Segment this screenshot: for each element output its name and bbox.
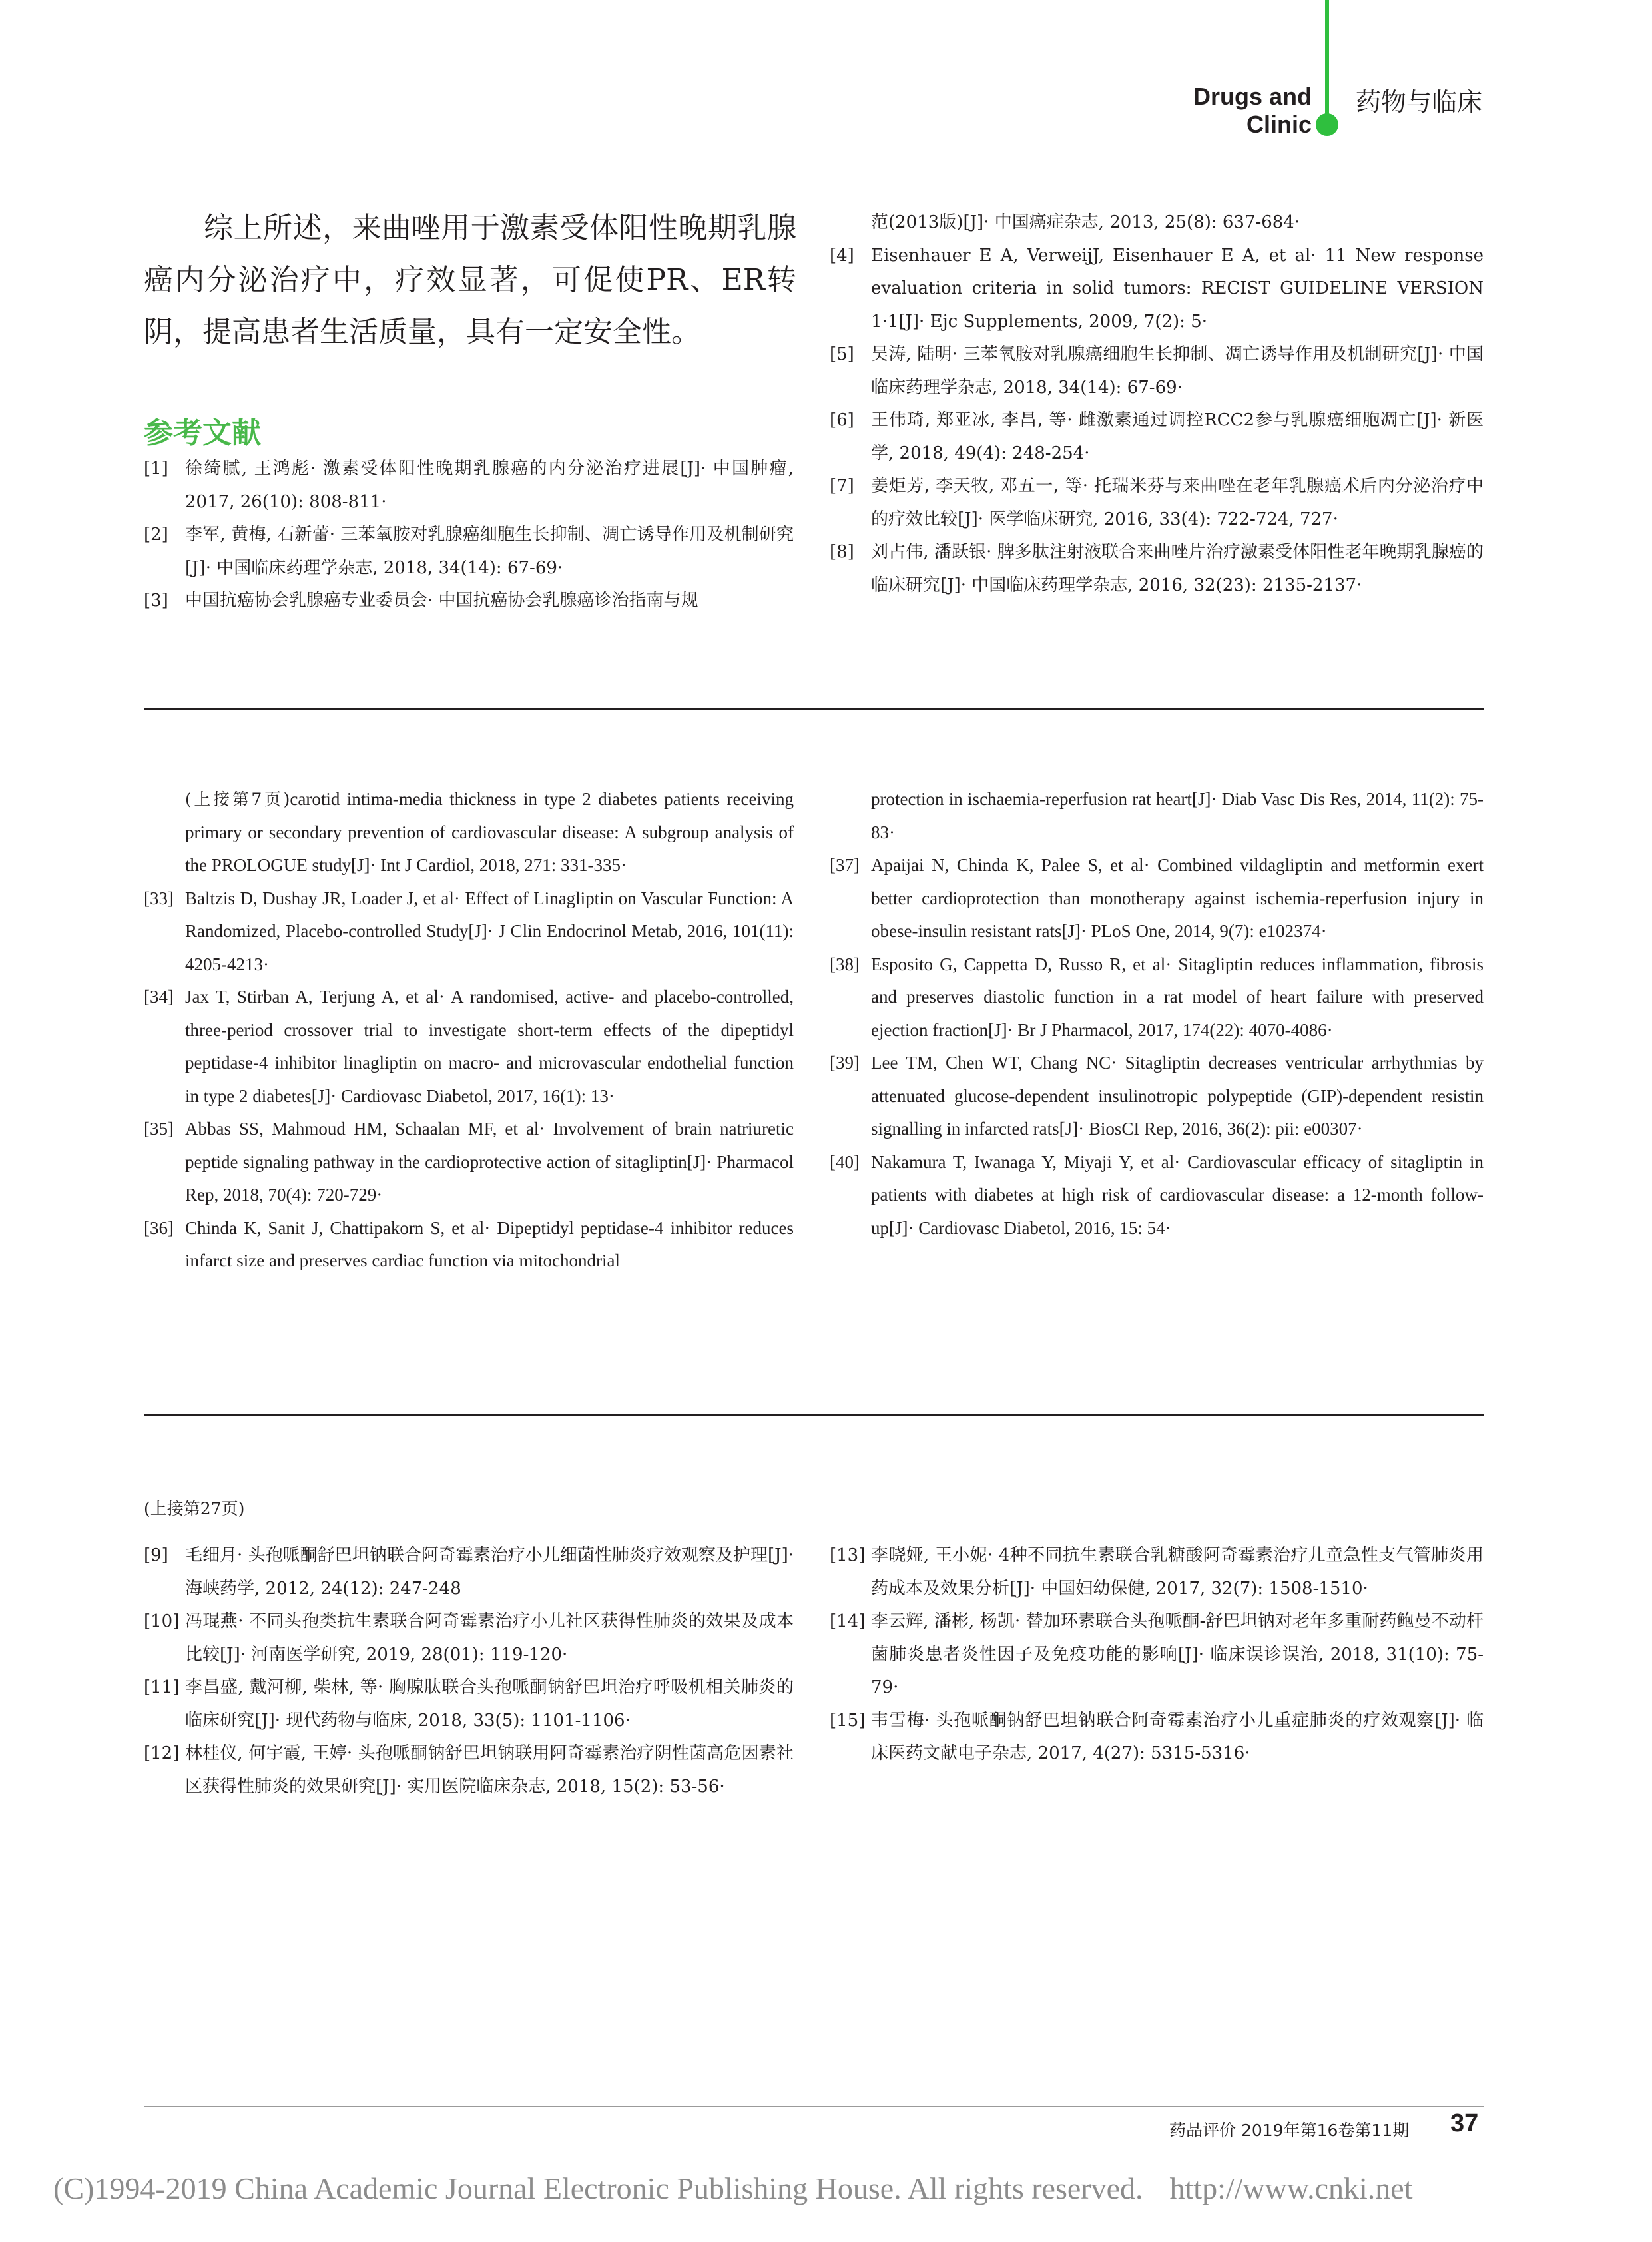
reference-number: [7] (830, 476, 854, 496)
section1-right-column (830, 206, 1484, 602)
copyright-watermark (53, 2171, 1598, 2206)
section3-right-column (830, 1540, 1484, 1771)
reference-text: 徐绮腻, 王鸿彪· 激素受体阳性晚期乳腺癌的内分泌治疗进展[J]· 中国肿瘤, 2017, 26(10): 808-811· (185, 459, 794, 512)
reference-number: [14] (830, 1611, 866, 1631)
header-accent-line (1325, 0, 1329, 121)
reference-item (830, 849, 1484, 948)
continuation-note: (上接第27页) (144, 1499, 245, 1518)
reference-text: Eisenhauer E A, VerweijJ, Eisenhauer E A, et al· 11 New response evaluation criteria in solid tumors: RECIST GUIDELINE VERSION 1·1[J]· Ejc Supplements, 2009, 7(2): 5· (871, 245, 1484, 332)
reference-number: [36] (144, 1217, 174, 1238)
section-divider (144, 1414, 1484, 1416)
reference-text: Lee TM, Chen WT, Chang NC· Sitagliptin decreases ventricular arrhythmias by attenuated glucose-dependent insulinotropic polypeptide (GIP)-dependent resistin signalling in infarcted rats[J]· BiosCI Rep, 2016, 36(2): pii: e00307· (871, 1053, 1484, 1139)
reference-text: 刘占伟, 潘跃银· 脾多肽注射液联合来曲唑片治疗激素受体阳性老年晚期乳腺癌的临床研究[J]· 中国临床药理学杂志, 2016, 32(23): 2135-2137· (871, 542, 1484, 595)
journal-name-zh: 药物与临床 (1356, 87, 1483, 117)
reference-number: [13] (830, 1545, 866, 1565)
reference-text: 李云辉, 潘彬, 杨凯· 替加环素联合头孢哌酮-舒巴坦钠对老年多重耐药鲍曼不动杆菌肺炎患者炎性因子及免疫功能的影响[J]· 临床误诊误治, 2018, 31(10): 75-79· (871, 1611, 1484, 1697)
reference-text: 吴涛, 陆明· 三苯氧胺对乳腺癌细胞生长抑制、凋亡诱导作用及机制研究[J]· 中国临床药理学杂志, 2018, 34(14): 67-69· (871, 344, 1484, 398)
conclusion-paragraph: 综上所述，来曲唑用于激素受体阳性晚期乳腺癌内分泌治疗中，疗效显著，可促使PR、ER转阴，提高患者生活质量，具有一定安全性。 (144, 211, 796, 349)
reference-item (830, 1540, 1484, 1605)
reference-continuation: protection in ischaemia-reperfusion rat heart[J]· Diab Vasc Dis Res, 2014, 11(2): 75-83· (871, 789, 1484, 842)
continuation-note: (上接第7页) (185, 790, 290, 809)
reference-text: 李晓娅, 王小妮· 4种不同抗生素联合乳糖酸阿奇霉素治疗儿童急性支气管肺炎用药成本及效果分析[J]· 中国妇幼保健, 2017, 32(7): 1508-1510· (871, 1545, 1484, 1599)
reference-item (144, 519, 794, 585)
page-number: 37 (1450, 2109, 1479, 2137)
reference-item (830, 1047, 1484, 1146)
reference-text: 姜炬芳, 李天牧, 邓五一, 等· 托瑞米芬与来曲唑在老年乳腺癌术后内分泌治疗中的疗效比较[J]· 医学临床研究, 2016, 33(4): 722-724, 727· (871, 476, 1484, 529)
reference-number: [39] (830, 1053, 860, 1073)
reference-text: Apaijai N, Chinda K, Palee S, et al· Combined vildagliptin and metformin exert better cardioprotection than monotherapy against ischemia-reperfusion injury in obese-insulin resistant rats[J]· PLoS One, 2014, 9(7): e102374· (871, 855, 1484, 941)
reference-item (830, 240, 1484, 339)
reference-number: [15] (830, 1710, 866, 1731)
reference-number: [1] (144, 459, 168, 479)
reference-number: [9] (144, 1545, 168, 1565)
reference-item (830, 1605, 1484, 1705)
reference-text: Jax T, Stirban A, Terjung A, et al· A randomised, active- and placebo-controlled, three-period crossover trial to investigate short-term effects of the dipeptidyl peptidase-4 inhibitor linagliptin on macro- and microvascular endothelial function in type 2 diabetes[J]· Cardiovasc Diabetol, 2017, 16(1): 13· (185, 987, 794, 1106)
reference-text: 毛细月· 头孢哌酮舒巴坦钠联合阿奇霉素治疗小儿细菌性肺炎疗效观察及护理[J]· 海峡药学, 2012, 24(12): 247-248 (185, 1545, 794, 1599)
reference-number: [37] (830, 855, 860, 875)
reference-number: [5] (830, 344, 854, 364)
reference-item (830, 1146, 1484, 1245)
reference-number: [11] (144, 1677, 180, 1697)
reference-item (144, 1605, 794, 1671)
reference-number: [8] (830, 542, 854, 562)
reference-number: [33] (144, 888, 174, 908)
reference-item (144, 882, 794, 981)
reference-item (144, 585, 794, 618)
reference-item (144, 1737, 794, 1803)
reference-number: [35] (144, 1119, 174, 1139)
reference-text: 李昌盛, 戴河柳, 柴林, 等· 胸腺肽联合头孢哌酮钠舒巴坦治疗呼吸机相关肺炎的临床研究[J]· 现代药物与临床, 2018, 33(5): 1101-1106· (185, 1677, 794, 1731)
reference-item (144, 981, 794, 1113)
reference-item (144, 453, 794, 519)
journal-name-en: Drugs and Clinic (1193, 83, 1312, 138)
reference-number: [38] (830, 954, 860, 974)
section2-right-column (830, 783, 1484, 1245)
reference-number: [4] (830, 245, 854, 266)
reference-item (830, 470, 1484, 536)
reference-text: 冯琨燕· 不同头孢类抗生素联合阿奇霉素治疗小儿社区获得性肺炎的效果及成本比较[J]· 河南医学研究, 2019, 28(01): 119-120· (185, 1611, 794, 1665)
section1-left-column (144, 453, 794, 618)
references-heading: 参考文献 (144, 416, 261, 450)
footer-rule (144, 2106, 1484, 2107)
reference-item (830, 404, 1484, 470)
header-accent-dot (1316, 113, 1338, 136)
reference-text: Nakamura T, Iwanaga Y, Miyaji Y, et al· Cardiovascular efficacy of sitagliptin in patients with diabetes at high risk of cardiovascular disease: a 12-month follow-up[J]· Cardiovasc Diabetol, 2016, 15: 54· (871, 1151, 1484, 1238)
section2-left-column (144, 783, 794, 1278)
reference-text: Chinda K, Sanit J, Chattipakorn S, et al· Dipeptidyl peptidase-4 inhibitor reduces infarct size and preserves cardiac function via mitochondrial (185, 1217, 794, 1270)
reference-continuation: 范(2013版)[J]· 中国癌症杂志, 2013, 25(8): 637-684· (871, 212, 1300, 232)
reference-item (830, 948, 1484, 1047)
reference-item (144, 1671, 794, 1737)
reference-text: 林桂仪, 何宇霞, 王婷· 头孢哌酮钠舒巴坦钠联用阿奇霉素治疗阴性菌高危因素社区获得性肺炎的效果研究[J]· 实用医院临床杂志, 2018, 15(2): 53-56· (185, 1743, 794, 1797)
copyright-text: (C)1994-2019 China Academic Journal Electronic Publishing House. All rights reserved. (53, 2171, 1143, 2205)
section-divider (144, 708, 1484, 710)
reference-item (830, 338, 1484, 404)
reference-number: [40] (830, 1151, 860, 1172)
reference-item (830, 536, 1484, 602)
reference-number: [3] (144, 591, 168, 611)
section3-left-column (144, 1540, 794, 1803)
reference-item (144, 1540, 794, 1605)
reference-number: [6] (830, 410, 854, 430)
reference-text: 李军, 黄梅, 石新蕾· 三苯氧胺对乳腺癌细胞生长抑制、凋亡诱导作用及机制研究[J]· 中国临床药理学杂志, 2018, 34(14): 67-69· (185, 525, 794, 578)
reference-number: [34] (144, 987, 174, 1007)
reference-text: carotid intima-media thickness in type 2 diabetes patients receiving primary or secondary prevention of cardiovascular disease: A subgroup analysis of the PROLOGUE study[J]· Int J Cardiol, 2018, 271: 331-335· (185, 789, 794, 875)
reference-continuation (144, 783, 794, 882)
reference-text: 中国抗癌协会乳腺癌专业委员会· 中国抗癌协会乳腺癌诊治指南与规 (185, 591, 698, 611)
reference-item (144, 1113, 794, 1212)
reference-text: 王伟琦, 郑亚冰, 李昌, 等· 雌激素通过调控RCC2参与乳腺癌细胞凋亡[J]· 新医学, 2018, 49(4): 248-254· (871, 410, 1484, 463)
footer-journal-issue: 药品评价 2019年第16卷第11期 (1169, 2121, 1410, 2140)
reference-item (144, 1212, 794, 1278)
reference-number: [2] (144, 525, 168, 545)
reference-text: Baltzis D, Dushay JR, Loader J, et al· Effect of Linagliptin on Vascular Function: A Randomized, Placebo-controlled Study[J]· J Clin Endocrinol Metab, 2016, 101(11): 4205-4213· (185, 888, 794, 974)
reference-text: 韦雪梅· 头孢哌酮钠舒巴坦钠联合阿奇霉素治疗小儿重症肺炎的疗效观察[J]· 临床医药文献电子杂志, 2017, 4(27): 5315-5316· (871, 1710, 1484, 1763)
reference-item (830, 1705, 1484, 1771)
cnki-url: http://www.cnki.net (1169, 2171, 1413, 2205)
reference-number: [12] (144, 1743, 180, 1763)
reference-number: [10] (144, 1611, 180, 1631)
reference-text: Esposito G, Cappetta D, Russo R, et al· Sitagliptin reduces inflammation, fibrosis and preserves diastolic function in a rat model of heart failure with preserved ejection fraction[J]· Br J Pharmacol, 2017, 174(22): 4070-4086· (871, 954, 1484, 1040)
reference-text: Abbas SS, Mahmoud HM, Schaalan MF, et al· Involvement of brain natriuretic peptide signaling pathway in the cardioprotective action of sitagliptin[J]· Pharmacol Rep, 2018, 70(4): 720-729· (185, 1119, 794, 1205)
